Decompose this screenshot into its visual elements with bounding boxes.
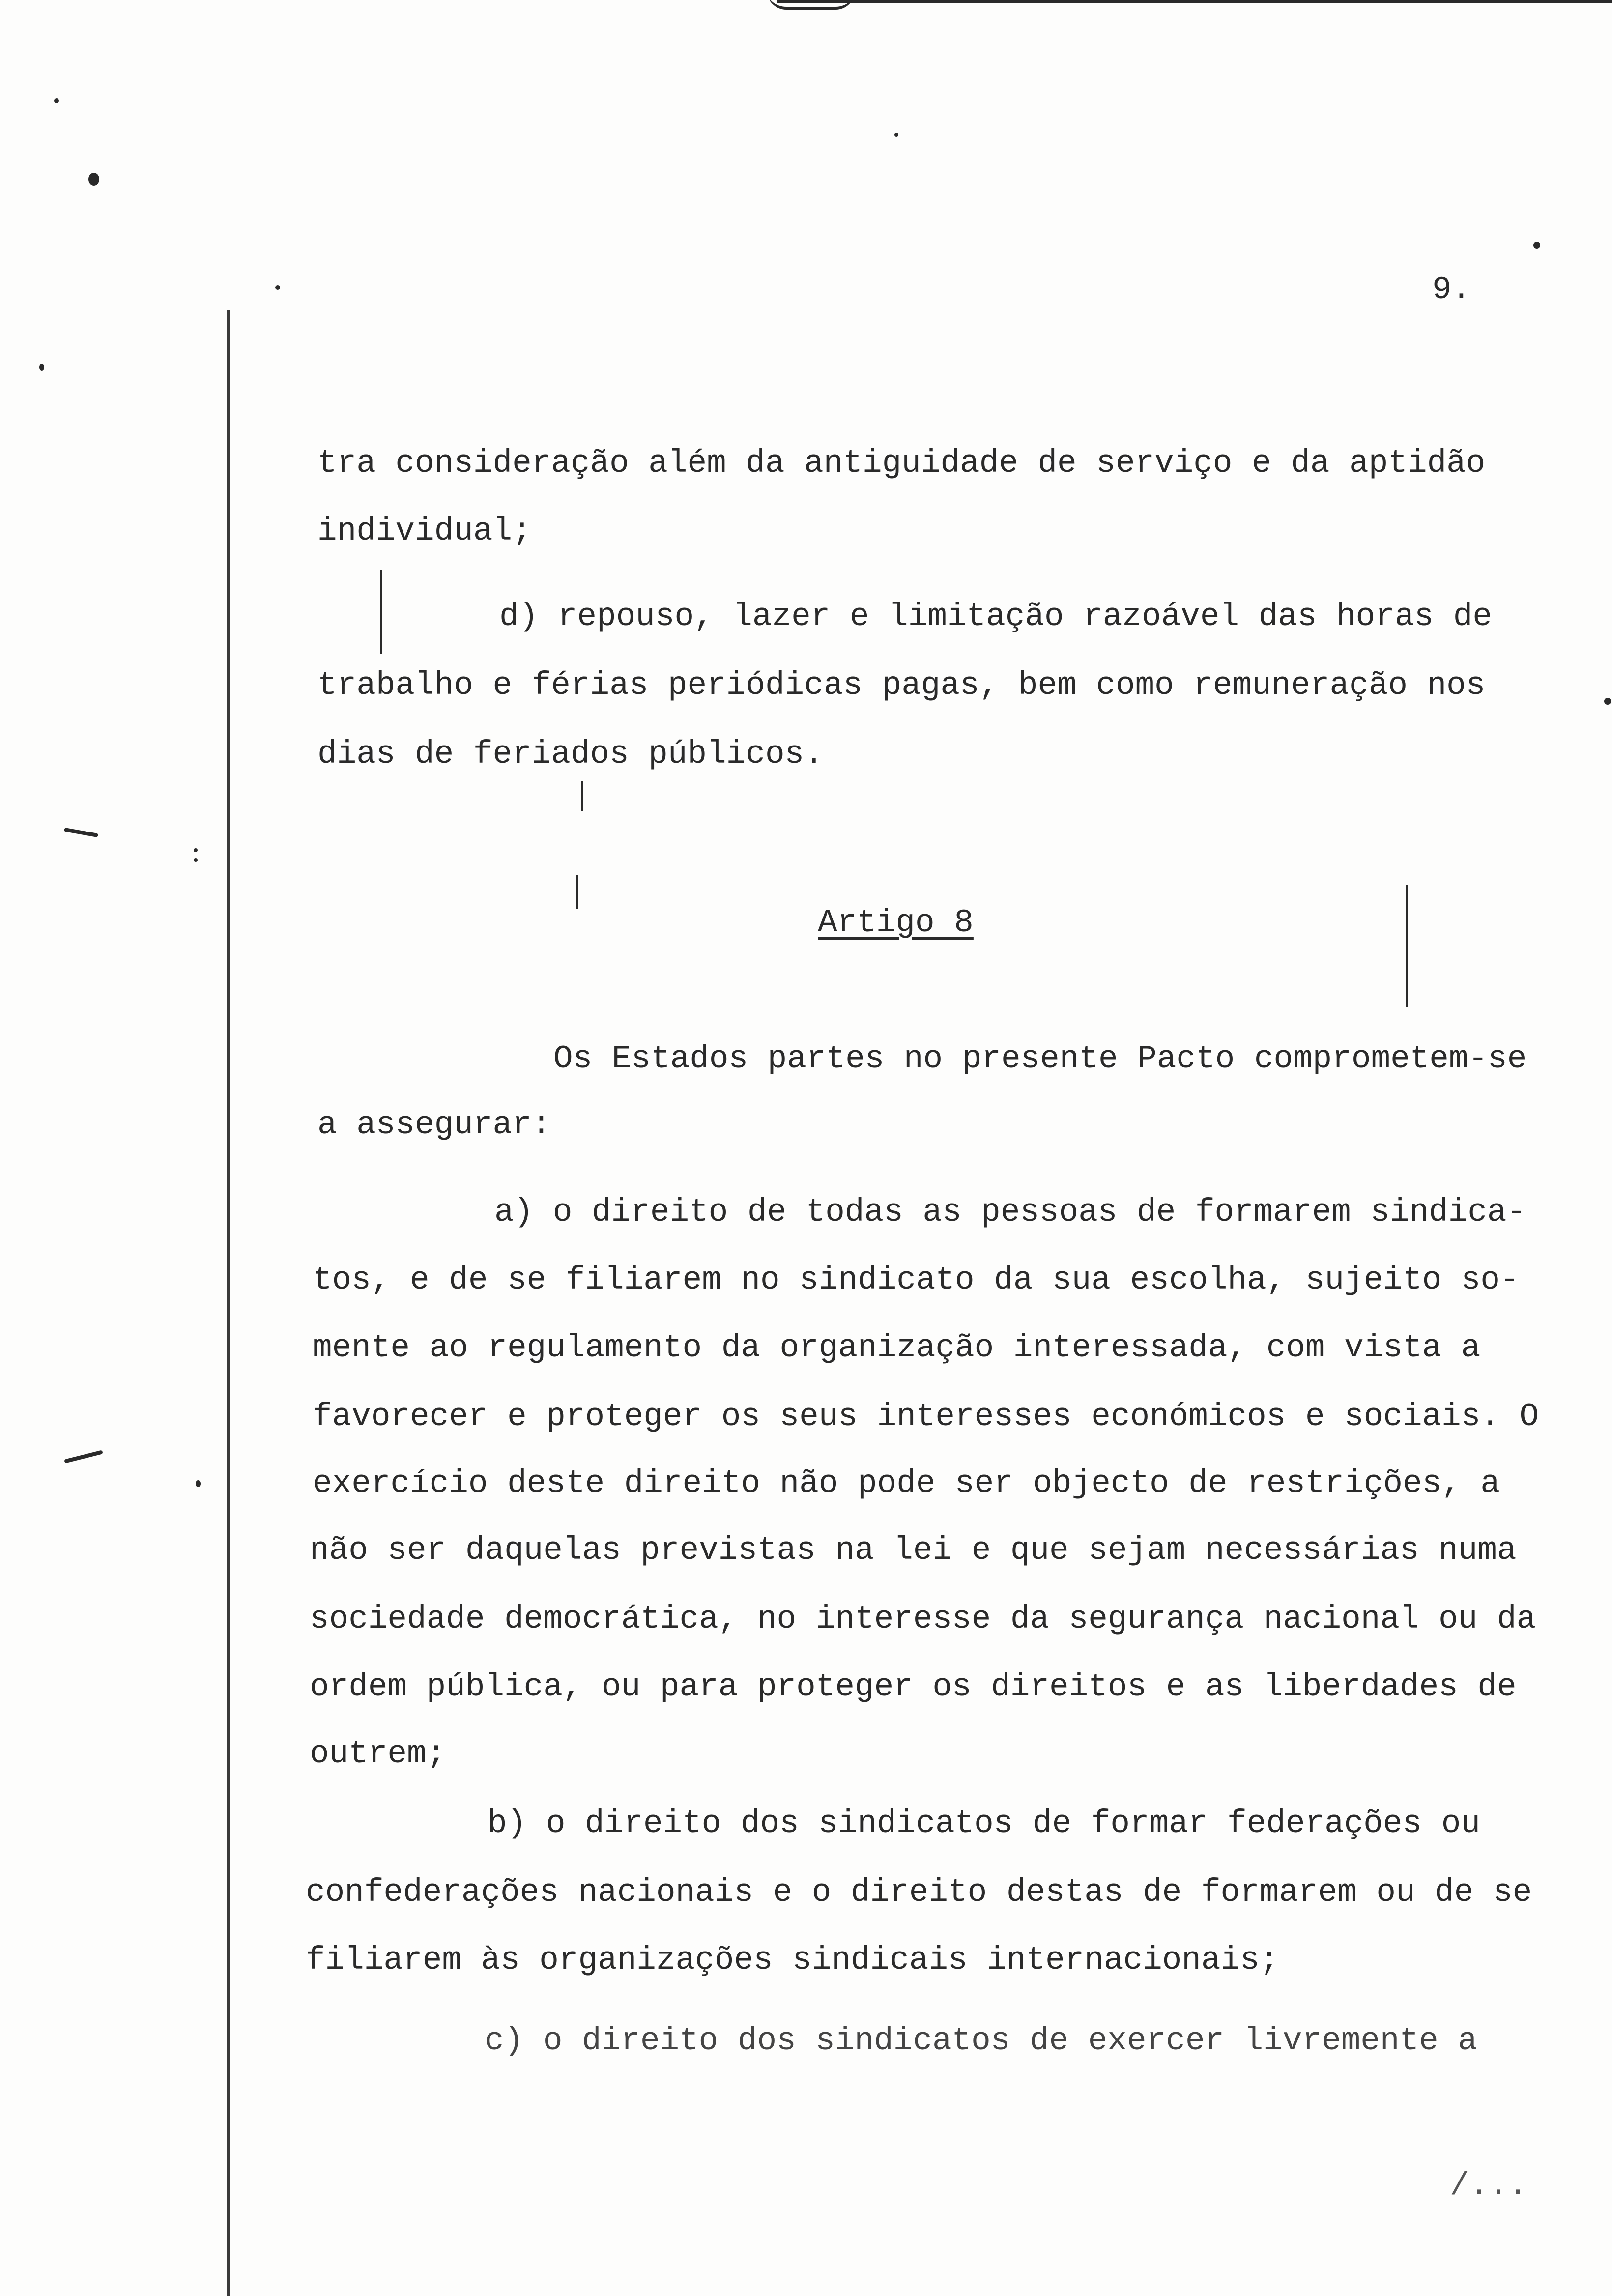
page-number: 9. <box>1432 271 1471 308</box>
text-line: tra consideração além da antiguidade de serviço e da aptidão <box>317 445 1486 482</box>
scan-mark <box>380 570 382 654</box>
article-heading: Artigo 8 <box>818 904 974 941</box>
scan-mark <box>576 875 578 909</box>
scan-speck <box>88 173 99 186</box>
text-line: sociedade democrática, no interesse da segurança nacional ou da <box>310 1601 1536 1637</box>
text-line: não ser daquelas previstas na lei e que sejam necessárias numa <box>310 1532 1517 1569</box>
text-line: outrem; <box>310 1735 446 1772</box>
text-line: favorecer e proteger os seus interesses económicos e sociais. O <box>313 1398 1539 1435</box>
scan-speck <box>39 364 44 371</box>
scan-speck <box>194 848 198 852</box>
scan-mark <box>1406 885 1408 1007</box>
scan-mark <box>64 1450 103 1463</box>
text-line: c) o direito dos sindicatos de exercer livremente a <box>485 2022 1477 2059</box>
text-line: exercício deste direito não pode ser objecto de restrições, a <box>313 1465 1500 1502</box>
scan-speck <box>194 858 198 862</box>
text-line: d) repouso, lazer e limitação razoável das horas de <box>499 598 1492 635</box>
text-line: a assegurar: <box>317 1106 551 1143</box>
text-line: dias de feriados públicos. <box>317 736 824 773</box>
left-margin-line <box>227 310 230 2296</box>
text-line: b) o direito dos sindicatos de formar federações ou <box>488 1805 1480 1842</box>
scan-speck <box>1604 698 1611 705</box>
text-line: a) o direito de todas as pessoas de formarem sindica- <box>494 1194 1526 1231</box>
text-line: Os Estados partes no presente Pacto comprometem-se <box>553 1040 1527 1077</box>
text-line: individual; <box>317 513 532 549</box>
scan-mark <box>64 828 98 837</box>
text-line: tos, e de se filiarem no sindicato da sua escolha, sujeito so- <box>313 1262 1520 1298</box>
scan-mark <box>581 781 583 811</box>
text-line: mente ao regulamento da organização interessada, com vista a <box>313 1329 1481 1366</box>
scan-speck <box>894 133 898 137</box>
top-rule <box>777 0 1612 3</box>
text-line: trabalho e férias periódicas pagas, bem como remuneração nos <box>317 667 1486 704</box>
text-line: filiarem às organizações sindicais internacionais; <box>306 1942 1279 1979</box>
text-line: confederações nacionais e o direito destas de formarem ou de se <box>306 1874 1532 1911</box>
text-line: ordem pública, ou para proteger os direitos e as liberdades de <box>310 1668 1517 1705</box>
top-rule-curve <box>767 0 855 10</box>
scan-speck <box>1533 242 1540 249</box>
scan-speck <box>275 285 280 290</box>
scan-speck <box>54 98 59 103</box>
scan-speck <box>196 1480 201 1487</box>
continuation-mark: /... <box>1450 2167 1528 2204</box>
